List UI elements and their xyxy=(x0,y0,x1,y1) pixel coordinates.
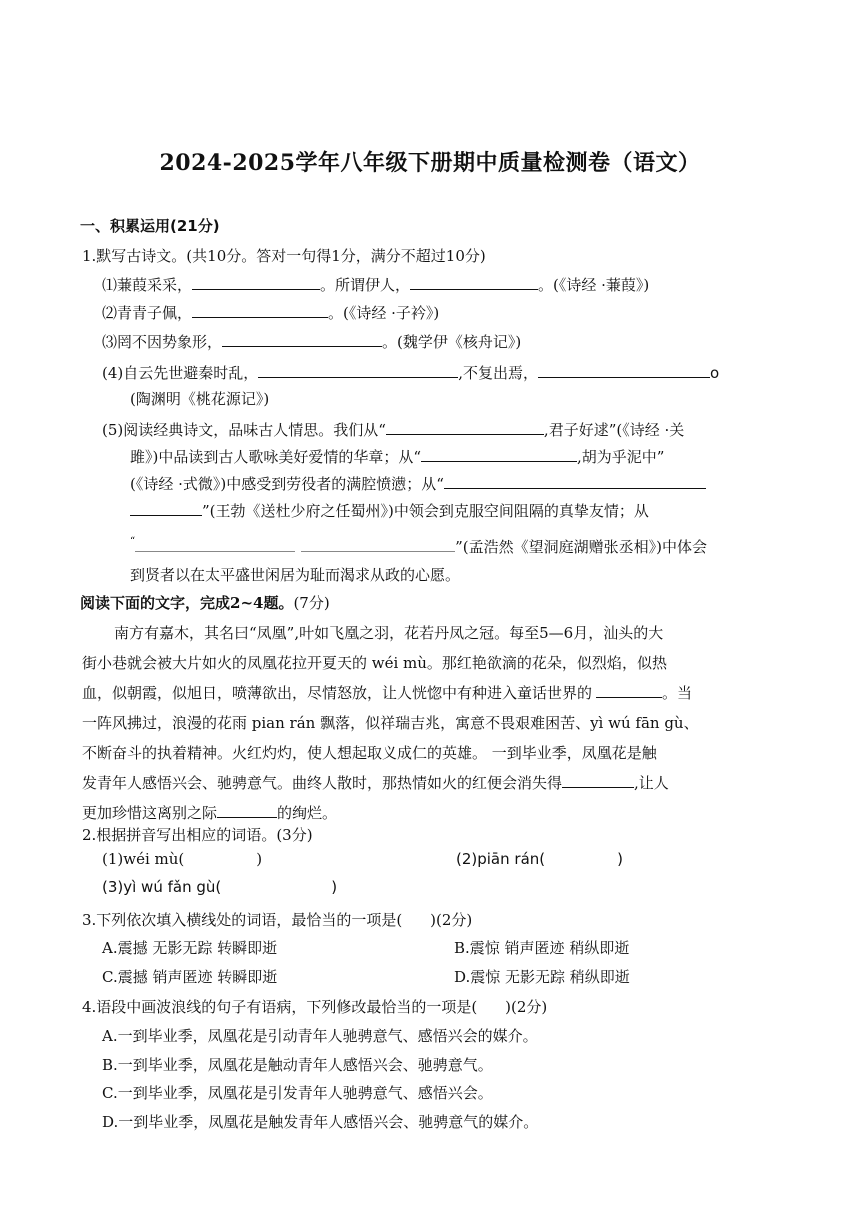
answer-blank[interactable] xyxy=(217,803,277,818)
q1-item-5-text: ”(王勃《送杜少府之任蜀州》)中领会到克服空间阻隔的真挚友情；从 xyxy=(202,502,649,520)
q1-item-5-line-1 xyxy=(102,419,684,440)
passage-text: 血，似朝霞，似旭日，喷薄欲出，尽情怒放，让人恍惚中有种进入童话世界的 xyxy=(82,684,593,702)
question-4-text: 4.语段中画波浪线的句子有语病，下列修改最恰当的一项是( xyxy=(82,998,478,1016)
q2-item-2 xyxy=(456,850,623,868)
question-4-score: )(2分) xyxy=(505,998,548,1016)
answer-blank[interactable] xyxy=(192,303,328,318)
q1-item-3-text-a: ⑶罔不因势象形， xyxy=(102,333,223,351)
q1-item-5-line-3 xyxy=(130,473,706,494)
reading-passage xyxy=(82,618,782,828)
q1-item-4-text-c: o xyxy=(710,364,720,382)
question-1-stem: 1.默写古诗文。(共10分。答对一句得1分，满分不超过10分) xyxy=(82,247,486,265)
q1-item-4-text-b: ,不复出焉， xyxy=(458,364,539,382)
q2-item-1-pinyin: (1)wéi mù( xyxy=(102,850,185,868)
q2-item-1 xyxy=(102,850,262,868)
answer-blank[interactable] xyxy=(596,683,662,698)
passage-line: 街小巷就会被大片如火的凤凰花拉开夏天的 wéi mù。那红艳欲滴的花朵，似烈焰，似热 xyxy=(82,654,667,672)
q1-item-5-text: “ xyxy=(130,536,136,547)
q3-option-c[interactable]: C.震撼 销声匿迹 转瞬即逝 xyxy=(102,968,278,986)
q3-option-a[interactable]: A.震撼 无影无踪 转瞬即逝 xyxy=(102,939,278,957)
q1-item-3-text-b: 。(魏学伊《核舟记》) xyxy=(382,333,522,351)
passage-line xyxy=(82,678,782,708)
reading-score: (7分) xyxy=(293,594,330,612)
answer-blank[interactable] xyxy=(421,447,577,462)
question-3-score: )(2分) xyxy=(430,911,473,929)
reading-instruction-text: 阅读下面的文字，完成2~4题。 xyxy=(80,594,294,612)
q1-item-5-text: (《诗经 ·式微》)中感受到劳役者的满腔愤懑；从“ xyxy=(130,475,444,493)
q1-item-1-text-a: ⑴蒹葭采采， xyxy=(102,276,193,294)
q2-item-3-close: ) xyxy=(331,878,338,896)
passage-text: 。当 xyxy=(662,684,693,702)
passage-line xyxy=(82,768,782,798)
answer-blank[interactable] xyxy=(222,332,382,347)
section-heading: 一、积累运用(21分) xyxy=(80,217,220,235)
answer-blank[interactable] xyxy=(444,474,706,489)
page-title: 2024-2025学年八年级下册期中质量检测卷（语文） xyxy=(159,150,701,176)
q1-item-1-text-b: 。所谓伊人， xyxy=(320,276,411,294)
q3-option-b[interactable]: B.震惊 销声匿迹 稍纵即逝 xyxy=(454,939,630,957)
q1-item-4-text-a: (4)自云先世避秦时乱， xyxy=(102,364,259,382)
q1-item-5-text: (5)阅读经典诗文，品味古人情思。我们从“ xyxy=(102,421,386,439)
passage-text: 发青年人感悟兴会、驰骋意气。曲终人散时，那热情如火的红便会消失得 xyxy=(82,774,563,792)
q4-option-d[interactable]: D.一到毕业季，凤凰花是触发青年人感悟兴会、驰骋意气的媒介。 xyxy=(102,1113,539,1131)
answer-blank[interactable] xyxy=(386,420,544,435)
passage-text: ,让人 xyxy=(634,774,669,792)
q1-item-5-line-4 xyxy=(130,500,649,521)
q3-option-d[interactable]: D.震惊 无影无踪 稍纵即逝 xyxy=(454,968,630,986)
q1-item-2-text-b: 。(《诗经 ·子衿》) xyxy=(328,304,440,322)
q2-item-2-pinyin: (2)piān rán( xyxy=(456,850,546,868)
passage-line: 不断奋斗的执着精神。火红灼灼，使人想起取义成仁的英雄。 一到毕业季，凤凰花是触 xyxy=(82,744,657,762)
q1-item-2 xyxy=(102,302,439,323)
q1-item-2-text-a: ⑵青青子佩， xyxy=(102,304,193,322)
answer-blank[interactable] xyxy=(562,773,634,788)
reading-instruction xyxy=(80,592,330,613)
question-4-stem xyxy=(82,996,547,1017)
question-2-stem: 2.根据拼音写出相应的词语。(3分) xyxy=(82,826,313,844)
q1-item-4-source: (陶渊明《桃花源记》) xyxy=(130,390,270,408)
q4-option-c[interactable]: C.一到毕业季，凤凰花是引发青年人驰骋意气、感悟兴会。 xyxy=(102,1084,493,1102)
q1-item-5-line-5 xyxy=(130,536,707,557)
answer-blank[interactable] xyxy=(192,275,320,290)
q1-item-4 xyxy=(102,362,719,383)
q1-item-1-text-c: 。(《诗经 ·蒹葭》) xyxy=(538,276,650,294)
passage-text: 的绚烂。 xyxy=(277,804,338,822)
answer-blank[interactable] xyxy=(258,363,458,378)
q4-option-b[interactable]: B.一到毕业季，凤凰花是触动青年人感悟兴会、驰骋意气。 xyxy=(102,1056,493,1074)
question-3-stem xyxy=(82,909,472,930)
answer-blank[interactable] xyxy=(538,363,710,378)
passage-line: 南方有嘉木，其名曰“凤凰”,叶如飞凰之羽，花若丹凤之冠。每至5—6月，汕头的大 xyxy=(114,624,664,642)
q1-item-5-text: ,胡为乎泥中” xyxy=(577,448,665,466)
passage-text: 更加珍惜这离别之际 xyxy=(82,804,218,822)
q1-item-5-line-6: 到贤者以在太平盛世闲居为耻而渴求从政的心愿。 xyxy=(130,566,461,584)
q2-item-2-close: ) xyxy=(617,850,623,868)
answer-blank[interactable] xyxy=(130,501,202,516)
answer-blank[interactable] xyxy=(301,537,455,552)
q2-item-1-close: ) xyxy=(256,850,263,868)
q1-item-5-text: ,君子好逑”(《诗经 ·关 xyxy=(543,421,685,439)
q1-item-5-line-2 xyxy=(130,446,664,467)
q1-item-3 xyxy=(102,331,521,352)
passage-line: 一阵风拂过，浪漫的花雨 pian rán 飘落，似祥瑞吉兆，寓意不畏艰难困苦、yì wú fān gù、 xyxy=(82,714,699,732)
q1-item-1 xyxy=(102,274,649,295)
q1-item-5-text: 雎》)中品读到古人歌咏美好爱情的华章；从“ xyxy=(130,448,422,466)
answer-blank[interactable] xyxy=(410,275,538,290)
question-3-text: 3.下列依次填入横线处的词语，最恰当的一项是( xyxy=(82,911,403,929)
q4-option-a[interactable]: A.一到毕业季，凤凰花是引动青年人驰骋意气、感悟兴会的媒介。 xyxy=(102,1027,538,1045)
answer-blank[interactable] xyxy=(135,537,295,552)
q1-item-5-text: ”(孟浩然《望洞庭湖赠张丞相》)中体会 xyxy=(455,538,707,556)
q2-item-3 xyxy=(102,878,337,896)
q2-item-3-pinyin: (3)yì wú fǎn gù( xyxy=(102,878,222,896)
